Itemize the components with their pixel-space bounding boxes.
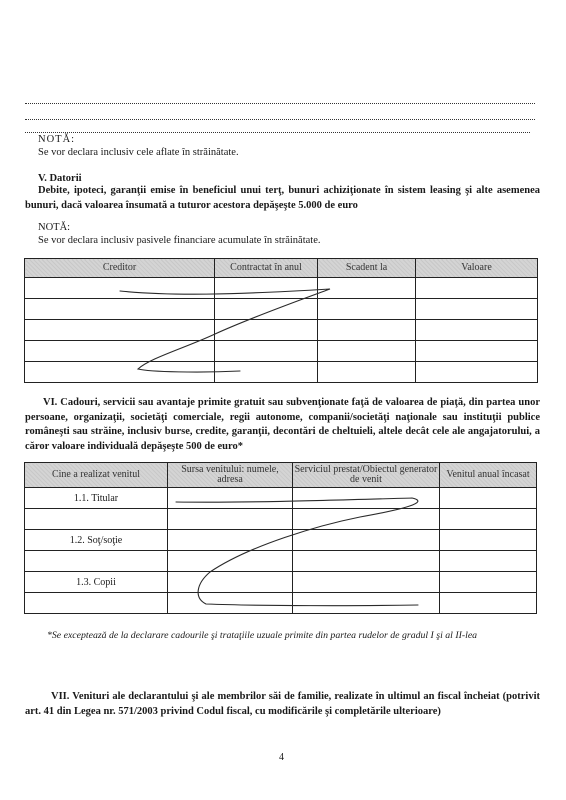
table-cell: [25, 278, 215, 299]
table-row: [25, 572, 537, 593]
table-row: [25, 551, 537, 572]
table-cell: [440, 509, 537, 530]
table-row: [25, 509, 537, 530]
table-cell: [318, 362, 416, 383]
table-cell: [293, 488, 440, 509]
table-cell: [168, 488, 293, 509]
dotted-fill-line-1: [25, 93, 535, 104]
table-row: [25, 593, 537, 614]
nota-label: NOTĂ:: [38, 134, 76, 145]
table-cell: [168, 593, 293, 614]
section-v-description: Debite, ipoteci, garanţii emise în beneficiul unui terţ, bunuri achiziţionate în sistem leasing şi alte asemenea bunuri, dacă valoarea însumată a tuturor acestora depăşeşte 5.000 de euro: [25, 185, 540, 211]
debts-table-header: [25, 259, 538, 278]
table-cell: [293, 572, 440, 593]
table-cell: [168, 509, 293, 530]
dotted-fill-line-2: [25, 109, 535, 120]
table-row: [25, 530, 537, 551]
table-cell: [318, 320, 416, 341]
row-label-copii: 1.3. Copii: [25, 572, 168, 593]
table-row: [25, 299, 538, 320]
row-label-titular: 1.1. Titular: [25, 488, 168, 509]
table-cell: [318, 341, 416, 362]
header-serviciul: Serviciul prestat/Obiectul generator de venit: [293, 463, 440, 488]
section-vi-title: VI. Cadouri, servicii sau avantaje primite gratuit sau subvenţionate faţă de valoarea de piaţă, din partea unor persoane, organizaţii, societăţi comerciale, regii autonome, companii/societăţi naţionale sau instituţii publice româneşti sau străine, inclusiv burse, credite, garanţii, decontări de cheltuieli, altele decât cele ale angajatorului, a căror valoare individuală depăşeşte 500 de euro*: [25, 397, 540, 452]
table-cell: [293, 509, 440, 530]
table-cell: [215, 299, 318, 320]
table-row: [25, 278, 538, 299]
table-cell: [440, 551, 537, 572]
table-row: [25, 341, 538, 362]
header-contractat: Contractat în anul: [215, 259, 318, 278]
table-cell: [168, 530, 293, 551]
table-cell: [416, 341, 538, 362]
gifts-footnote: *Se exceptează de la declarare cadourile şi trataţiile uzuale primite din partea rudelor de gradul I şi al II-lea: [47, 630, 478, 641]
nota-text: Se vor declara inclusiv cele aflate în străinătate.: [38, 147, 239, 158]
table-row: [25, 488, 537, 509]
table-cell: [318, 278, 416, 299]
table-row: [25, 320, 538, 341]
table-cell: [25, 320, 215, 341]
header-valoare: Valoare: [416, 259, 538, 278]
table-cell: [440, 530, 537, 551]
table-cell: [25, 593, 168, 614]
table-cell: [25, 362, 215, 383]
table-cell: [168, 551, 293, 572]
gifts-table-header: [25, 463, 537, 488]
header-cine: Cine a realizat venitul: [25, 463, 168, 488]
table-cell: [293, 551, 440, 572]
table-cell: [215, 278, 318, 299]
table-cell: [25, 551, 168, 572]
row-label-sot-sotie: 1.2. Soţ/soţie: [25, 530, 168, 551]
table-cell: [440, 593, 537, 614]
table-cell: [25, 341, 215, 362]
table-cell: [318, 299, 416, 320]
table-cell: [416, 299, 538, 320]
header-scadent: Scadent la: [318, 259, 416, 278]
header-venitul: Venitul anual încasat: [440, 463, 537, 488]
table-cell: [168, 572, 293, 593]
table-row: [25, 362, 538, 383]
section-vii-title: VII. Venituri ale declarantului şi ale membrilor săi de familie, realizate în ultimul an fiscal încheiat (potrivit art. 41 din Legea nr. 571/2003 privind Codul fiscal, cu modificările şi completările ulterioare): [25, 691, 540, 717]
table-cell: [440, 572, 537, 593]
table-cell: [215, 341, 318, 362]
table-cell: [215, 362, 318, 383]
table-cell: [25, 509, 168, 530]
section-v-nota-text: Se vor declara inclusiv pasivele financiare acumulate în străinătate.: [38, 235, 321, 246]
table-cell: [440, 488, 537, 509]
table-cell: [25, 299, 215, 320]
gifts-table: [24, 462, 537, 614]
table-cell: [215, 320, 318, 341]
section-v-title: V. Datorii: [38, 173, 82, 184]
table-cell: [416, 320, 538, 341]
page-number: 4: [279, 752, 284, 763]
debts-table: [24, 258, 538, 383]
table-cell: [416, 278, 538, 299]
section-v-nota-label: NOTĂ:: [38, 222, 71, 233]
table-cell: [293, 530, 440, 551]
header-sursa: Sursa venitului: numele, adresa: [168, 463, 293, 488]
table-cell: [416, 362, 538, 383]
dotted-fill-line-3: [25, 122, 530, 133]
header-creditor: Creditor: [25, 259, 215, 278]
table-cell: [293, 593, 440, 614]
